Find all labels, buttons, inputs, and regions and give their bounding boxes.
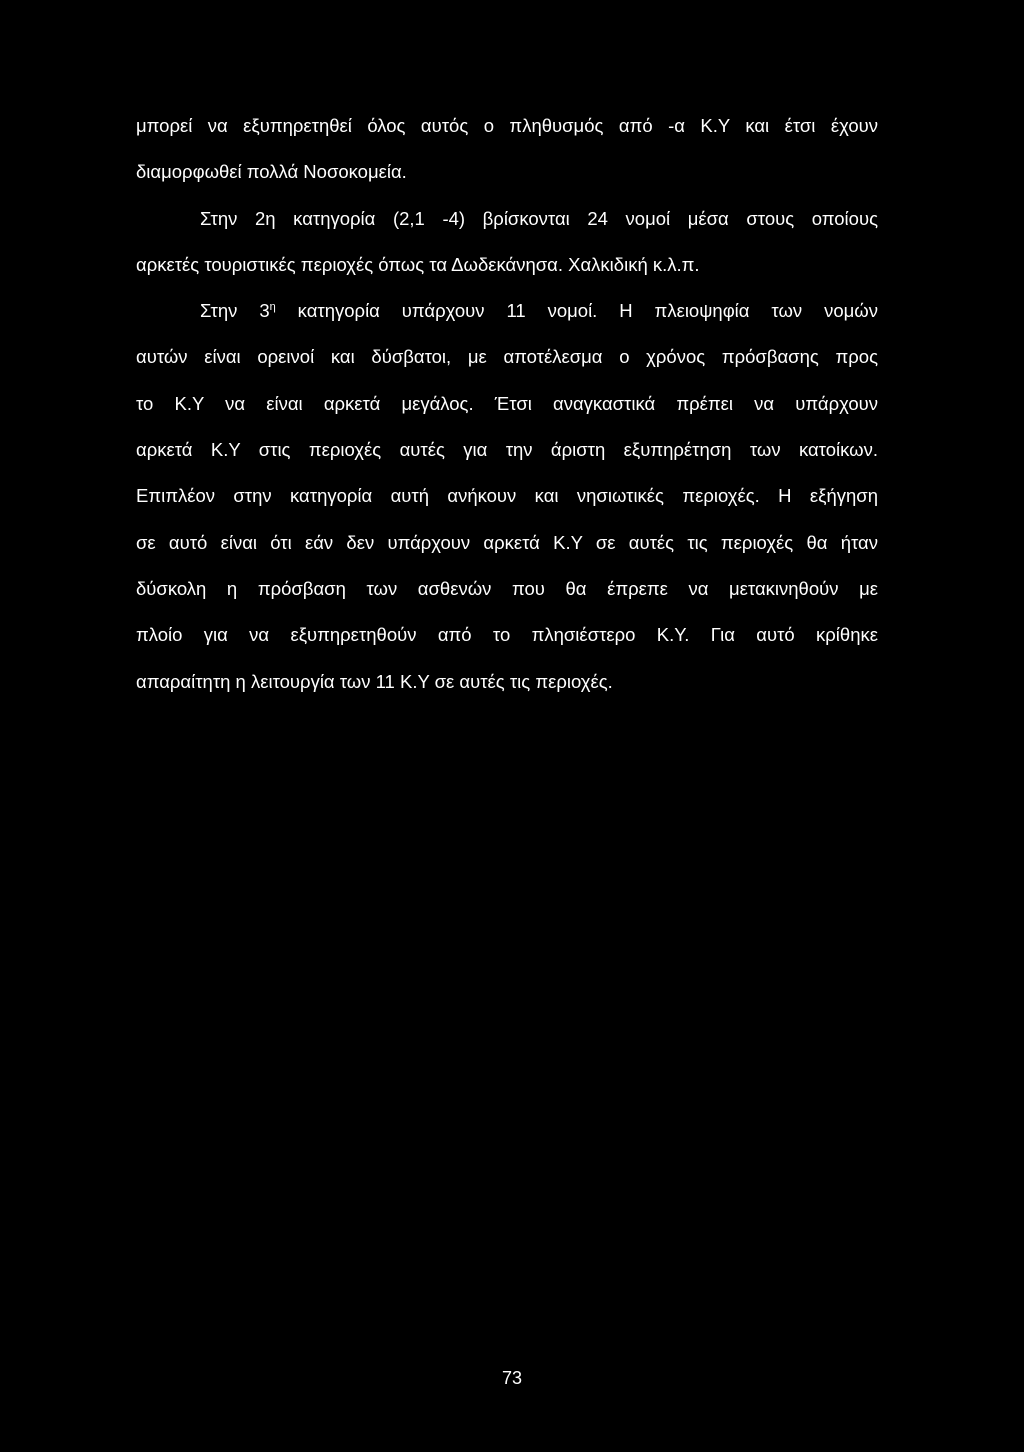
text-line: δύσκολη η πρόσβαση των ασθενών που θα έπρεπε να μετακινηθούν με bbox=[136, 577, 878, 599]
text-line: αρκετές τουριστικές περιοχές όπως τα Δωδεκάνησα. Χαλκιδική κ.λ.π. bbox=[136, 253, 700, 275]
text-line: Στην 2η κατηγορία (2,1 -4) βρίσκονται 24 νομοί μέσα στους οποίους bbox=[200, 207, 878, 229]
text-line: Επιπλέον στην κατηγορία αυτή ανήκουν και νησιωτικές περιοχές. Η εξήγηση bbox=[136, 485, 878, 507]
text-line: μπορεί να εξυπηρετηθεί όλος αυτός ο πληθυσμός από -α Κ.Υ και έτσι έχουν bbox=[136, 115, 878, 136]
text-line: αυτών είναι ορεινοί και δύσβατοι, με αποτέλεσμα ο χρόνος πρόσβασης προς bbox=[136, 346, 878, 368]
ordinal-superscript: η bbox=[269, 301, 276, 314]
text-line: απαραίτητη η λειτουργία των 11 Κ.Υ σε αυτές τις περιοχές. bbox=[136, 670, 613, 692]
line-text-after-superscript: κατηγορία υπάρχουν 11 νομοί. Η πλειοψηφία των νομών bbox=[275, 300, 878, 322]
text-line: σε αυτό είναι ότι εάν δεν υπάρχουν αρκετά Κ.Υ σε αυτές τις περιοχές θα ήταν bbox=[136, 531, 878, 553]
text-line: το Κ.Υ να είναι αρκετά μεγάλος. Έτσι αναγκαστικά πρέπει να υπάρχουν bbox=[136, 392, 878, 414]
text-line: αρκετά Κ.Υ στις περιοχές αυτές για την άριστη εξυπηρέτηση των κατοίκων. bbox=[136, 439, 878, 461]
text-line: διαμορφωθεί πολλά Νοσοκομεία. bbox=[136, 161, 407, 183]
page-number: 73 bbox=[501, 1368, 523, 1388]
text-line bbox=[136, 294, 878, 340]
body-text bbox=[136, 109, 878, 711]
text-line: πλοίο για να εξυπηρετηθούν από το πλησιέστερο Κ.Υ. Για αυτό κρίθηκε bbox=[136, 624, 878, 646]
line-text-before-superscript: Στην 3 bbox=[200, 300, 270, 322]
